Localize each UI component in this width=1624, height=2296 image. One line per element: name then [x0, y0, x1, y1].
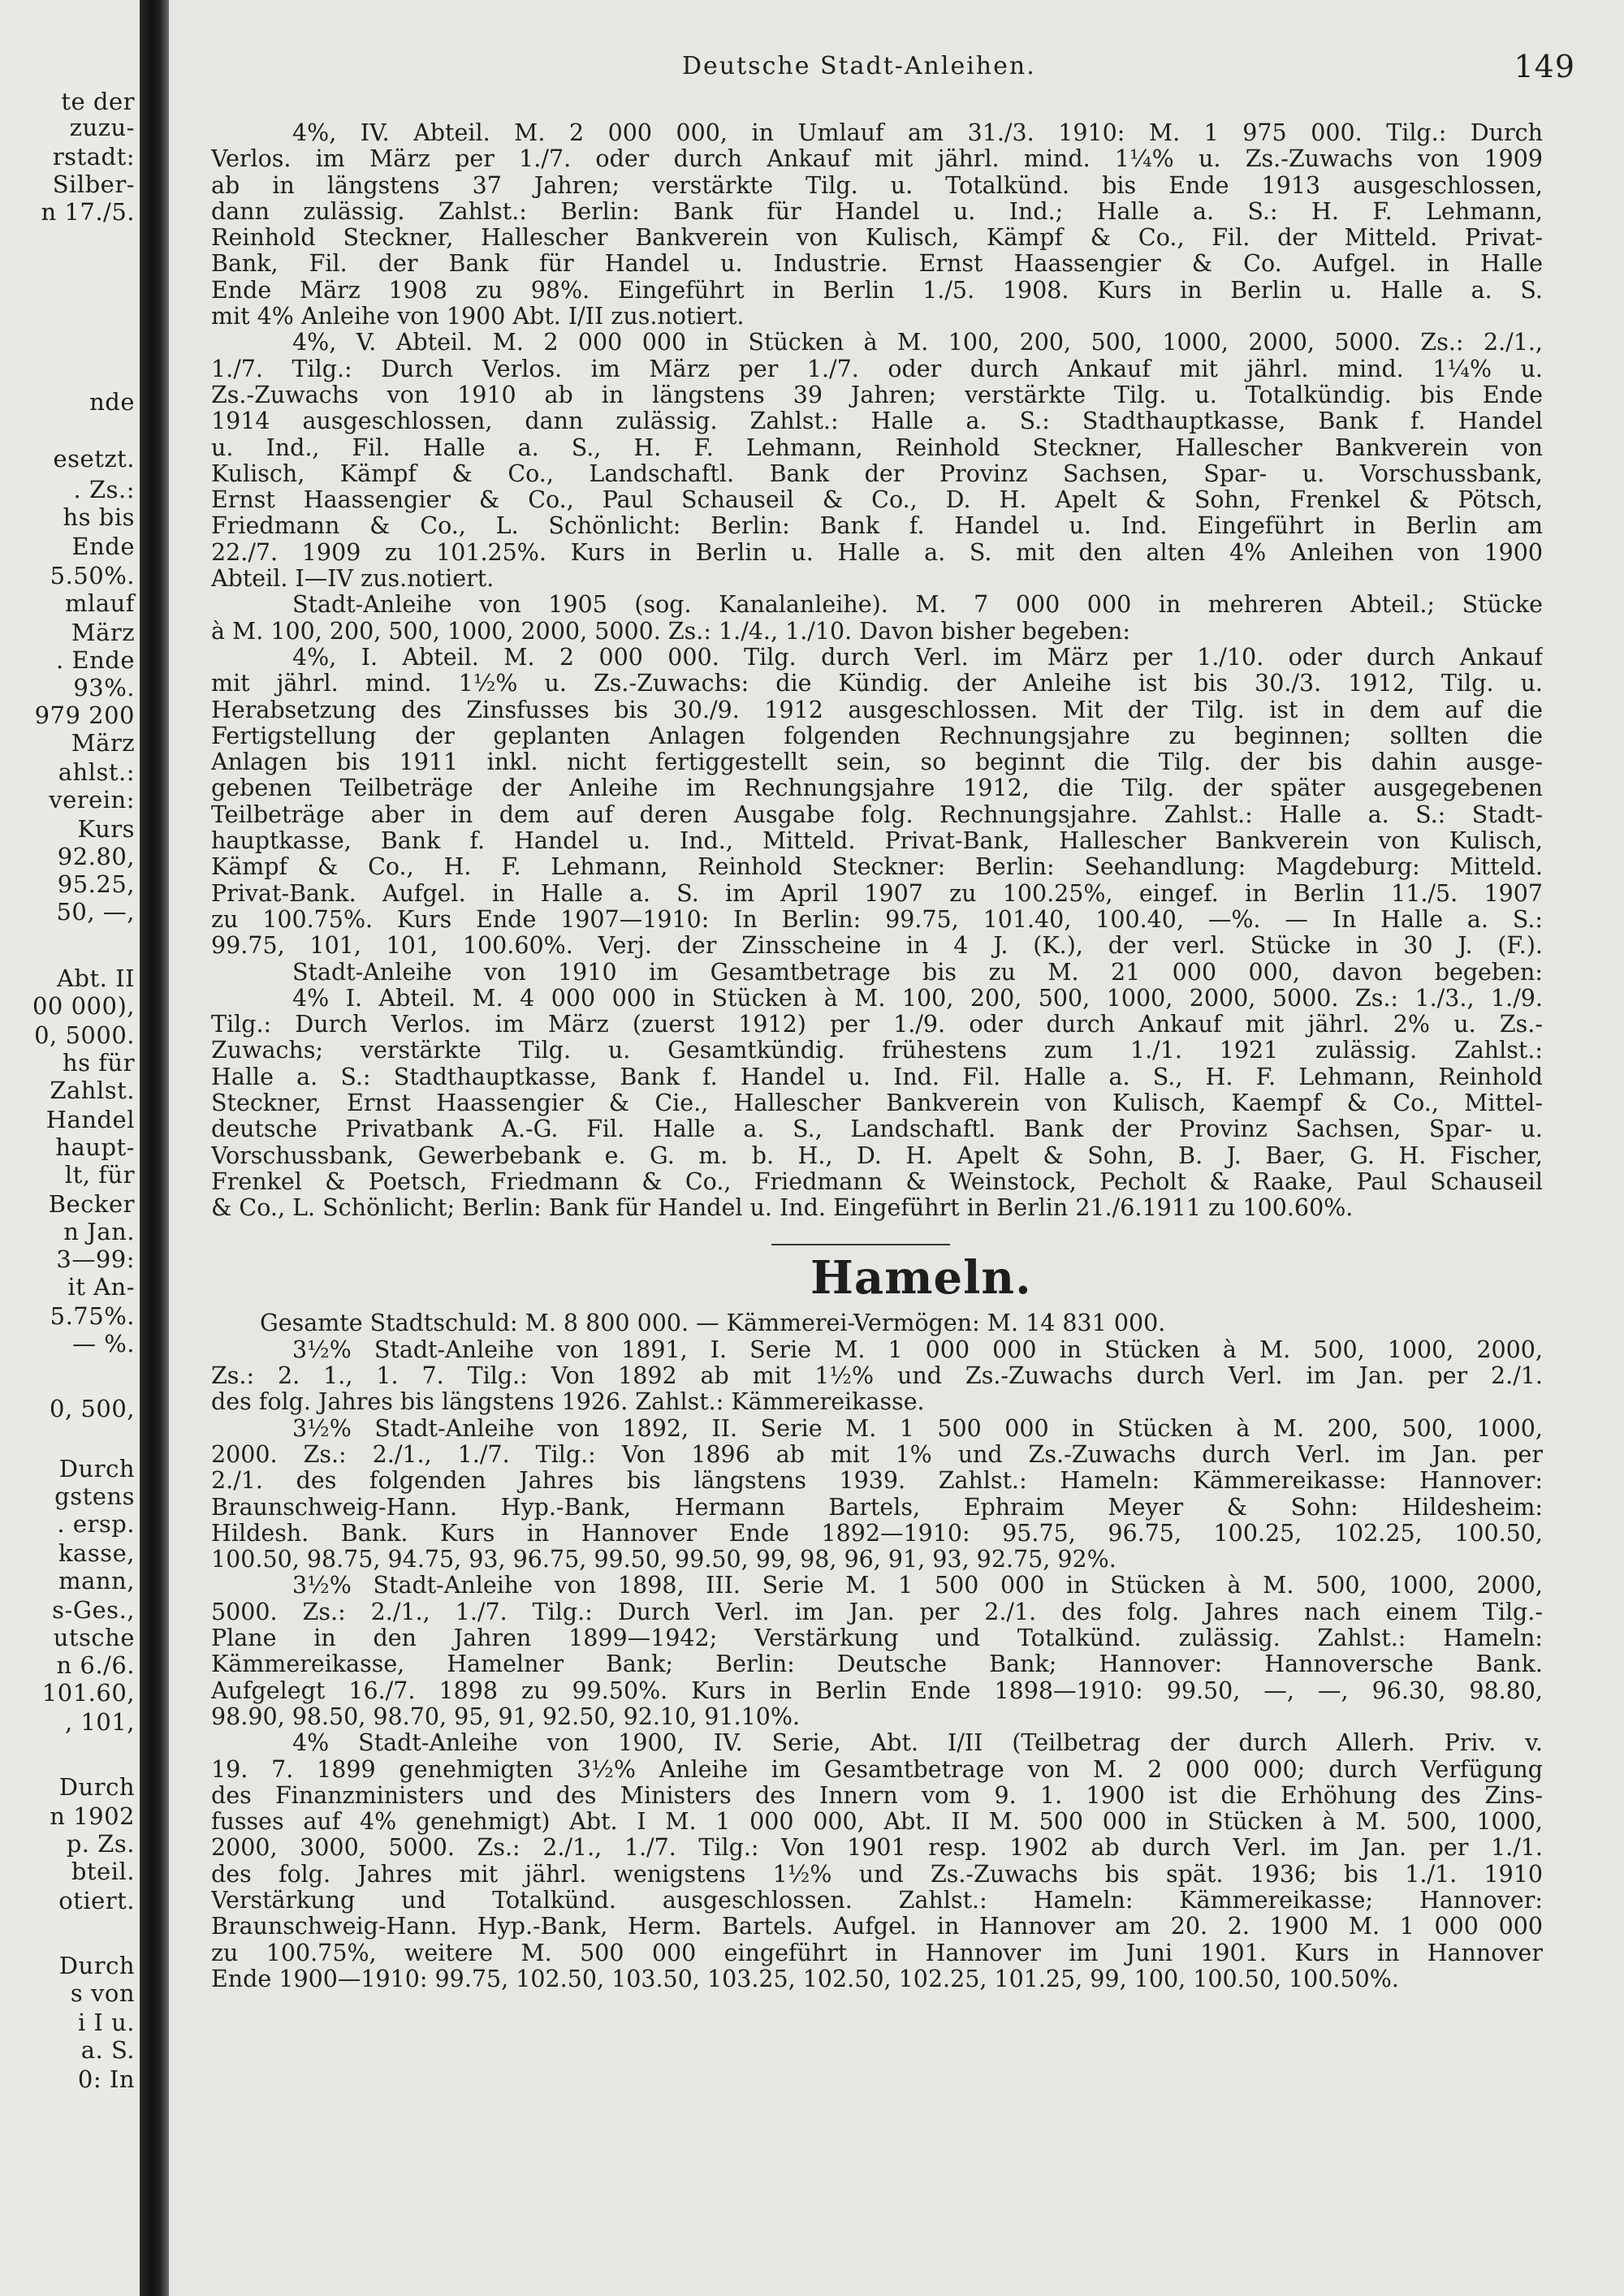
text-line: hauptkasse, Bank f. Handel u. Ind., Mitteld. Privat-Bank, Hallescher Bankverein von Kulisch,	[211, 828, 1543, 855]
text-line: Privat-Bank. Aufgel. in Halle a. S. im April 1907 zu 100.25%, eingef. in Berlin 11./5. 1907	[211, 880, 1543, 907]
facing-page-fragment: bteil.	[71, 1858, 135, 1885]
text-line: Plane in den Jahren 1899—1942; Verstärkung und Totalkünd. zulässig. Zahlst.: Hameln:	[211, 1625, 1543, 1652]
text-line: Aufgelegt 16./7. 1898 zu 99.50%. Kurs in Berlin Ende 1898—1910: 99.50, —, —, 96.30, 98.80,	[211, 1677, 1543, 1704]
text-line: 1914 ausgeschlossen, dann zulässig. Zahlst.: Halle a. S.: Stadthauptkasse, Bank f. Handel	[211, 408, 1543, 435]
text-line: zu 100.75%. Kurs Ende 1907—1910: In Berlin: 99.75, 101.40, 100.40, —%. — In Halle a. S.:	[211, 906, 1543, 933]
facing-page-fragment: verein:	[49, 786, 135, 814]
facing-page-fragment: lt, für	[64, 1161, 135, 1189]
left-page-edge	[0, 0, 140, 2296]
text-line: mit 4% Anleihe von 1900 Abt. I/II zus.notiert.	[211, 304, 745, 330]
facing-page-fragment: 0, 500,	[50, 1395, 135, 1422]
facing-page-fragment: hs für	[62, 1049, 135, 1077]
facing-page-fragment: Zahlst.	[50, 1077, 135, 1104]
facing-page-fragment: Durch	[58, 1455, 135, 1482]
facing-page-fragment: s-Ges.,	[52, 1596, 135, 1624]
text-line: Zuwachs; verstärkte Tilg. u. Gesamtkündig. frühestens zum 1./1. 1921 zulässig. Zahlst.:	[211, 1038, 1543, 1064]
facing-page-fragment: te der	[61, 88, 135, 115]
text-line: Gesamte Stadtschuld: M. 8 800 000. — Kämmerei-Vermögen: M. 14 831 000.	[260, 1310, 1166, 1337]
text-line: Ende 1900—1910: 99.75, 102.50, 103.50, 103.25, 102.50, 102.25, 101.25, 99, 100, 100.50, 100.50%.	[211, 1966, 1399, 1992]
text-line: 2000. Zs.: 2./1., 1./7. Tilg.: Von 1896 ab mit 1% und Zs.-Zuwachs durch Verl. im Jan. per	[211, 1441, 1543, 1468]
text-line: Stadt-Anleihe von 1910 im Gesamtbetrage bis zu M. 21 000 000, davon begeben:	[292, 959, 1543, 986]
facing-page-fragment: 93%.	[73, 674, 135, 701]
text-line: mit jährl. mind. 1½% u. Zs.-Zuwachs: die Kündig. der Anleihe ist bis 30./3. 1912, Tilg. u.	[211, 671, 1543, 697]
text-line: à M. 100, 200, 500, 1000, 2000, 5000. Zs.: 1./4., 1./10. Davon bisher begeben:	[211, 618, 1130, 645]
text-line: Braunschweig-Hann. Hyp.-Bank, Hermann Bartels, Ephraim Meyer & Sohn: Hildesheim:	[211, 1494, 1543, 1521]
facing-page-fragment: a. S.	[80, 2036, 135, 2064]
text-line: deutsche Privatbank A.-G. Fil. Halle a. S., Landschaftl. Bank der Provinz Sachsen, Spar- u.	[211, 1116, 1543, 1143]
facing-page-fragment: Ende	[71, 533, 135, 560]
text-line: 3½% Stadt-Anleihe von 1898, III. Serie M. 1 500 000 in Stücken à M. 500, 1000, 2000,	[292, 1573, 1543, 1599]
facing-page-fragment: Silber-	[52, 170, 135, 198]
text-line: 3½% Stadt-Anleihe von 1892, II. Serie M. 1 500 000 in Stücken à M. 200, 500, 1000,	[292, 1415, 1543, 1442]
facing-page-fragment: hs bis	[63, 503, 135, 531]
text-line: 4% Stadt-Anleihe von 1900, IV. Serie, Abt. I/II (Teilbetrag der durch Allerh. Priv. v.	[292, 1730, 1543, 1757]
facing-page-fragment: März	[71, 729, 135, 757]
facing-page-fragment: mlauf	[65, 589, 135, 617]
text-line: Bank, Fil. der Bank für Handel u. Industrie. Ernst Haassengier & Co. Aufgel. in Halle	[211, 251, 1543, 278]
text-line: 22./7. 1909 zu 101.25%. Kurs in Berlin u. Halle a. S. mit den alten 4% Anleihen von 1900	[211, 539, 1543, 566]
facing-page-fragment: Becker	[48, 1190, 135, 1218]
facing-page-fragment: 5.75%.	[50, 1302, 135, 1330]
text-line: 100.50, 98.75, 94.75, 93, 96.75, 99.50, 99.50, 99, 98, 96, 91, 93, 92.75, 92%.	[211, 1547, 1116, 1573]
facing-page-fragment: März	[71, 619, 135, 646]
facing-page-fragment: n 17./5.	[41, 198, 135, 226]
facing-page-fragment: haupt-	[55, 1133, 135, 1161]
text-line: Hildesh. Bank. Kurs in Hannover Ende 1892—1910: 95.75, 96.75, 100.25, 102.25, 100.50,	[211, 1520, 1543, 1547]
facing-page-fragment: 979 200	[34, 701, 135, 729]
text-line: 4%, V. Abteil. M. 2 000 000 in Stücken à M. 100, 200, 500, 1000, 2000, 5000. Zs.: 2./1.,	[292, 330, 1543, 356]
text-line: 1./7. Tilg.: Durch Verlos. im März per 1./7. oder durch Ankauf mit jährl. mind. 1¼% u.	[211, 356, 1543, 382]
right-page	[169, 0, 1624, 2296]
text-line: des Finanzministers und des Ministers des Innern vom 9. 1. 1900 ist die Erhöhung des Zins-	[211, 1782, 1543, 1809]
text-line: Braunschweig-Hann. Hyp.-Bank, Herm. Bartels. Aufgel. in Hannover am 20. 2. 1900 M. 1 000 000	[211, 1914, 1543, 1940]
facing-page-fragment: it An-	[67, 1273, 135, 1301]
text-line: 98.90, 98.50, 98.70, 95, 91, 92.50, 92.10, 91.10%.	[211, 1703, 801, 1730]
text-line: u. Ind., Fil. Halle a. S., H. F. Lehmann, Reinhold Steckner, Hallescher Bankverein von	[211, 434, 1543, 461]
text-line: Zs.-Zuwachs von 1910 ab in längstens 39 Jahren; verstärkte Tilg. u. Totalkündig. bis Ende	[211, 382, 1543, 408]
text-line: Fertigstellung der geplanten Anlagen folgenden Rechnungsjahre zu beginnen; sollten die	[211, 723, 1543, 749]
text-line: gebenen Teilbeträge der Anleihe im Rechnungsjahre 1912, die Tilg. der später ausgegebenen	[211, 775, 1543, 802]
text-line: 19. 7. 1899 genehmigten 3½% Anleihe im Gesamtbetrage von M. 2 000 000; durch Verfügung	[211, 1756, 1543, 1783]
facing-page-fragment: . ersp.	[57, 1510, 135, 1538]
facing-page-fragment: , 101,	[64, 1708, 135, 1736]
facing-page-fragment: . Zs.:	[73, 476, 135, 503]
facing-page-fragment: 50, —,	[56, 898, 135, 926]
facing-page-fragment: 95.25,	[57, 870, 135, 898]
text-line: Verstärkung und Totalkünd. ausgeschlossen. Zahlst.: Hameln: Kämmereikasse; Hannover:	[211, 1888, 1543, 1914]
facing-page-fragment: 5.50%.	[50, 562, 135, 589]
text-line: Kämmereikasse, Hamelner Bank; Berlin: Deutsche Bank; Hannover: Hannoversche Bank.	[211, 1651, 1543, 1678]
text-line: dann zulässig. Zahlst.: Berlin: Bank für Handel u. Ind.; Halle a. S.: H. F. Lehmann,	[211, 198, 1543, 225]
page-header	[169, 49, 1624, 88]
text-line: Steckner, Ernst Haassengier & Cie., Hallescher Bankverein von Kulisch, Kaempf & Co., Mittel-	[211, 1090, 1543, 1116]
page-number: 149	[1514, 49, 1575, 84]
text-line: Ende März 1908 zu 98%. Eingeführt in Berlin 1./5. 1908. Kurs in Berlin u. Halle a. S.	[211, 277, 1543, 304]
facing-page-fragment: n Jan.	[63, 1218, 135, 1245]
text-line: des folg. Jahres bis längstens 1926. Zahlst.: Kämmereikasse.	[211, 1389, 925, 1416]
text-line: 4%, I. Abteil. M. 2 000 000. Tilg. durch Verl. im März per 1./10. oder durch Ankauf	[292, 644, 1543, 671]
text-line: Friedmann & Co., L. Schönlicht: Berlin: Bank f. Handel u. Ind. Eingeführt in Berlin am	[211, 513, 1543, 540]
running-title: Deutsche Stadt-Anleihen.	[682, 52, 1036, 80]
text-line: Verlos. im März per 1./7. oder durch Ankauf mit jährl. mind. 1¼% u. Zs.-Zuwachs von 1909	[211, 146, 1543, 173]
text-line: Zs.: 2. 1., 1. 7. Tilg.: Von 1892 ab mit 1½% und Zs.-Zuwachs durch Verl. im Jan. per 2./1.	[211, 1363, 1543, 1390]
text-line: Halle a. S.: Stadthauptkasse, Bank f. Handel u. Ind. Fil. Halle a. S., H. F. Lehmann, Reinhold	[211, 1064, 1543, 1090]
text-line: Kämpf & Co., H. F. Lehmann, Reinhold Steckner: Berlin: Seehandlung: Magdeburg: Mitteld.	[211, 854, 1543, 881]
text-line: Frenkel & Poetsch, Friedmann & Co., Friedmann & Weinstock, Pecholt & Raake, Paul Schauseil	[211, 1168, 1543, 1195]
facing-page-fragment: otiert.	[58, 1887, 135, 1914]
text-line: zu 100.75%, weitere M. 500 000 eingeführt in Hannover im Juni 1901. Kurs in Hannover	[211, 1940, 1543, 1966]
facing-page-fragment: 0, 5000.	[34, 1021, 135, 1049]
facing-page-fragment: kasse,	[58, 1539, 135, 1567]
text-line: Kulisch, Kämpf & Co., Landschaftl. Bank der Provinz Sachsen, Spar- u. Vorschussbank,	[211, 460, 1543, 487]
book-gutter	[140, 0, 169, 2296]
facing-page-fragment: rstadt:	[52, 143, 135, 170]
text-line: Ernst Haassengier & Co., Paul Schauseil & Co., D. H. Apelt & Sohn, Frenkel & Pötsch,	[211, 487, 1543, 514]
text-line: & Co., L. Schönlicht; Berlin: Bank für Handel u. Ind. Eingeführt in Berlin 21./6.1911 zu 100.60%.	[211, 1195, 1354, 1222]
text-line: 99.75, 101, 101, 100.60%. Verj. der Zinsscheine in 4 J. (K.), der verl. Stücke in 30 J. (F.).	[211, 933, 1543, 960]
facing-page-fragment: Durch	[58, 1773, 135, 1801]
facing-page-fragment: nde	[89, 388, 135, 416]
facing-page-fragment: p. Zs.	[66, 1830, 135, 1858]
facing-page-fragment: Handel	[45, 1106, 135, 1133]
facing-page-fragment: 00 000),	[32, 992, 135, 1020]
facing-page-fragment: 0: In	[77, 2065, 135, 2093]
facing-page-fragment: n 6./6.	[56, 1651, 135, 1679]
facing-page-fragment: ahlst.:	[58, 758, 135, 786]
facing-page-fragment: . Ende	[55, 646, 135, 674]
facing-page-fragment: i I u.	[77, 2009, 135, 2036]
facing-page-fragment: n 1902	[50, 1802, 135, 1830]
city-heading: Hameln.	[810, 1251, 1032, 1306]
facing-page-fragment: mann,	[58, 1567, 135, 1595]
facing-page-fragment: 101.60,	[41, 1679, 135, 1707]
page-content	[211, 120, 1543, 1992]
facing-page-fragment: s von	[70, 1979, 135, 2007]
facing-page-fragment: utsche	[53, 1624, 135, 1651]
spacer	[211, 1221, 1543, 1239]
text-line: 2000, 3000, 5000. Zs.: 2./1., 1./7. Tilg.: Von 1901 resp. 1902 ab durch Verl. im Jan. per 1./1.	[211, 1835, 1543, 1862]
text-line: des folg. Jahres mit jährl. wenigstens 1½% und Zs.-Zuwachs bis spät. 1936; bis 1./1. 1910	[211, 1861, 1543, 1888]
facing-page-fragment: 92.80,	[57, 843, 135, 870]
text-line: 5000. Zs.: 2./1., 1./7. Tilg.: Durch Verl. im Jan. per 2./1. des folg. Jahres nach einem Tilg.-	[211, 1599, 1543, 1625]
text-line: fusses auf 4% genehmigt) Abt. I M. 1 000 000, Abt. II M. 500 000 in Stücken à M. 500, 1000,	[211, 1809, 1543, 1836]
text-line: 4%, IV. Abteil. M. 2 000 000, in Umlauf am 31./3. 1910: M. 1 975 000. Tilg.: Durch	[292, 120, 1543, 146]
text-line: Herabsetzung des Zinsfusses bis 30./9. 1912 ausgeschlossen. Mit der Tilg. ist in dem auf die	[211, 697, 1543, 723]
text-line: Reinhold Steckner, Hallescher Bankverein von Kulisch, Kämpf & Co., Fil. der Mitteld. Privat-	[211, 225, 1543, 252]
facing-page-fragment: gstens	[54, 1482, 135, 1510]
text-line: 3½% Stadt-Anleihe von 1891, I. Serie M. 1 000 000 in Stücken à M. 500, 1000, 2000,	[292, 1336, 1543, 1363]
facing-page-fragment: Kurs	[77, 815, 135, 843]
facing-page-fragment: esetzt.	[53, 445, 135, 473]
facing-page-fragment: Durch	[58, 1952, 135, 1979]
facing-page-fragment: Abt. II	[56, 965, 135, 992]
text-line: Tilg.: Durch Verlos. im März (zuerst 1912) per 1./9. oder durch Ankauf mit jährl. 2% u. Zs.-	[211, 1012, 1543, 1038]
facing-page-fragment: 3—99:	[56, 1245, 135, 1273]
text-line: Anlagen bis 1911 inkl. nicht fertiggestellt sein, so beginnt die Tilg. der bis dahin ausge-	[211, 749, 1543, 776]
facing-page-fragment: zuzu-	[69, 114, 135, 141]
text-line: Abteil. I—IV zus.notiert.	[211, 566, 495, 593]
text-line: ab in längstens 37 Jahren; verstärkte Tilg. u. Totalkünd. bis Ende 1913 ausgeschlossen,	[211, 172, 1543, 199]
text-line: Vorschussbank, Gewerbebank e. G. m. b. H., D. H. Apelt & Sohn, B. J. Baer, G. H. Fischer,	[211, 1142, 1543, 1169]
text-line: Teilbeträge aber in dem auf deren Ausgabe folg. Rechnungsjahre. Zahlst.: Halle a. S.: Stadt-	[211, 801, 1543, 828]
facing-page-fragment: — %.	[72, 1330, 135, 1357]
text-line: Stadt-Anleihe von 1905 (sog. Kanalanleihe). M. 7 000 000 in mehreren Abteil.; Stücke	[292, 592, 1543, 619]
text-line: 2./1. des folgenden Jahres bis längstens 1939. Zahlst.: Hameln: Kämmereikasse: Hannover:	[211, 1468, 1543, 1495]
text-line: 4% I. Abteil. M. 4 000 000 in Stücken à M. 100, 200, 500, 1000, 2000, 5000. Zs.: 1./3., 1./9.	[292, 985, 1543, 1012]
